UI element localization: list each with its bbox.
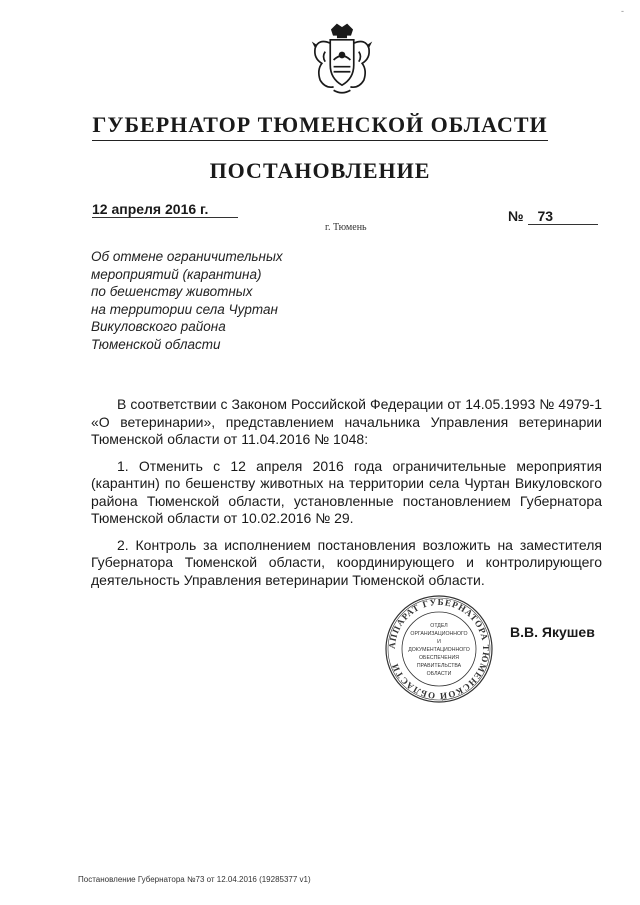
stamp-line: ОТДЕЛ	[430, 623, 448, 629]
page-mark: -	[621, 6, 624, 16]
document-place: г. Тюмень	[325, 222, 367, 233]
subject-line: Тюменской области	[91, 336, 221, 352]
header-divider	[92, 140, 548, 141]
stamp-line: ОБЕСПЕЧЕНИЯ	[419, 655, 459, 661]
body-paragraph: 1. Отменить с 12 апреля 2016 года ограничительные мероприятия (карантин) по бешенству животных на территории села Чуртан Викуловского района Тюменской области, установленные постановлением Губернатора Тюменской области от 10.02.2016 № 29.	[91, 457, 602, 526]
document-number	[508, 208, 598, 225]
body-paragraph: 2. Контроль за исполнением постановления возложить на заместителя Губернатора Тюменской области, координирующего и контролирующего деятельность Управления ветеринарии Тюменской области.	[91, 536, 602, 588]
subject-line: Об отмене ограничительных	[91, 249, 283, 264]
stamp-line: И	[437, 639, 441, 645]
subject-line: мероприятий (карантина)	[91, 266, 262, 282]
body-paragraph: В соответствии с Законом Российской Федерации от 14.05.1993 № 4979-1 «О ветеринарии», представлением начальника Управления ветеринарии Тюменской области от 11.04.2016 № 1048:	[91, 396, 602, 447]
number-label: №	[508, 208, 524, 224]
subject-line: Викуловского района	[91, 319, 226, 334]
footer-note: Постановление Губернатора №73 от 12.04.2016 (19285377 v1)	[78, 875, 311, 884]
signer-name: В.В. Якушев	[510, 624, 595, 640]
stamp-line: ПРАВИТЕЛЬСТВА	[416, 663, 462, 669]
official-stamp	[384, 594, 494, 704]
stamp-ring-text: АППАРАТ ГУБЕРНАТОРА ТЮМЕНСКОЙ ОБЛАСТИ	[386, 596, 492, 702]
subject-line: на территории села Чуртан	[91, 301, 278, 317]
document-body	[91, 396, 602, 598]
coat-of-arms-icon	[300, 18, 384, 102]
stamp-line: ДОКУМЕНТАЦИОННОГО	[408, 647, 470, 653]
stamp-line: ОБЛАСТИ	[426, 671, 452, 677]
stamp-line: ОРГАНИЗАЦИОННОГО	[410, 631, 468, 637]
document-subject	[91, 248, 351, 353]
document-date: 12 апреля 2016 г.	[92, 201, 238, 218]
subject-line: по бешенству животных	[91, 284, 253, 299]
number-value: 73	[528, 208, 598, 225]
header-title: ГУБЕРНАТОР ТЮМЕНСКОЙ ОБЛАСТИ	[92, 112, 548, 137]
document-type: ПОСТАНОВЛЕНИЕ	[209, 158, 431, 183]
